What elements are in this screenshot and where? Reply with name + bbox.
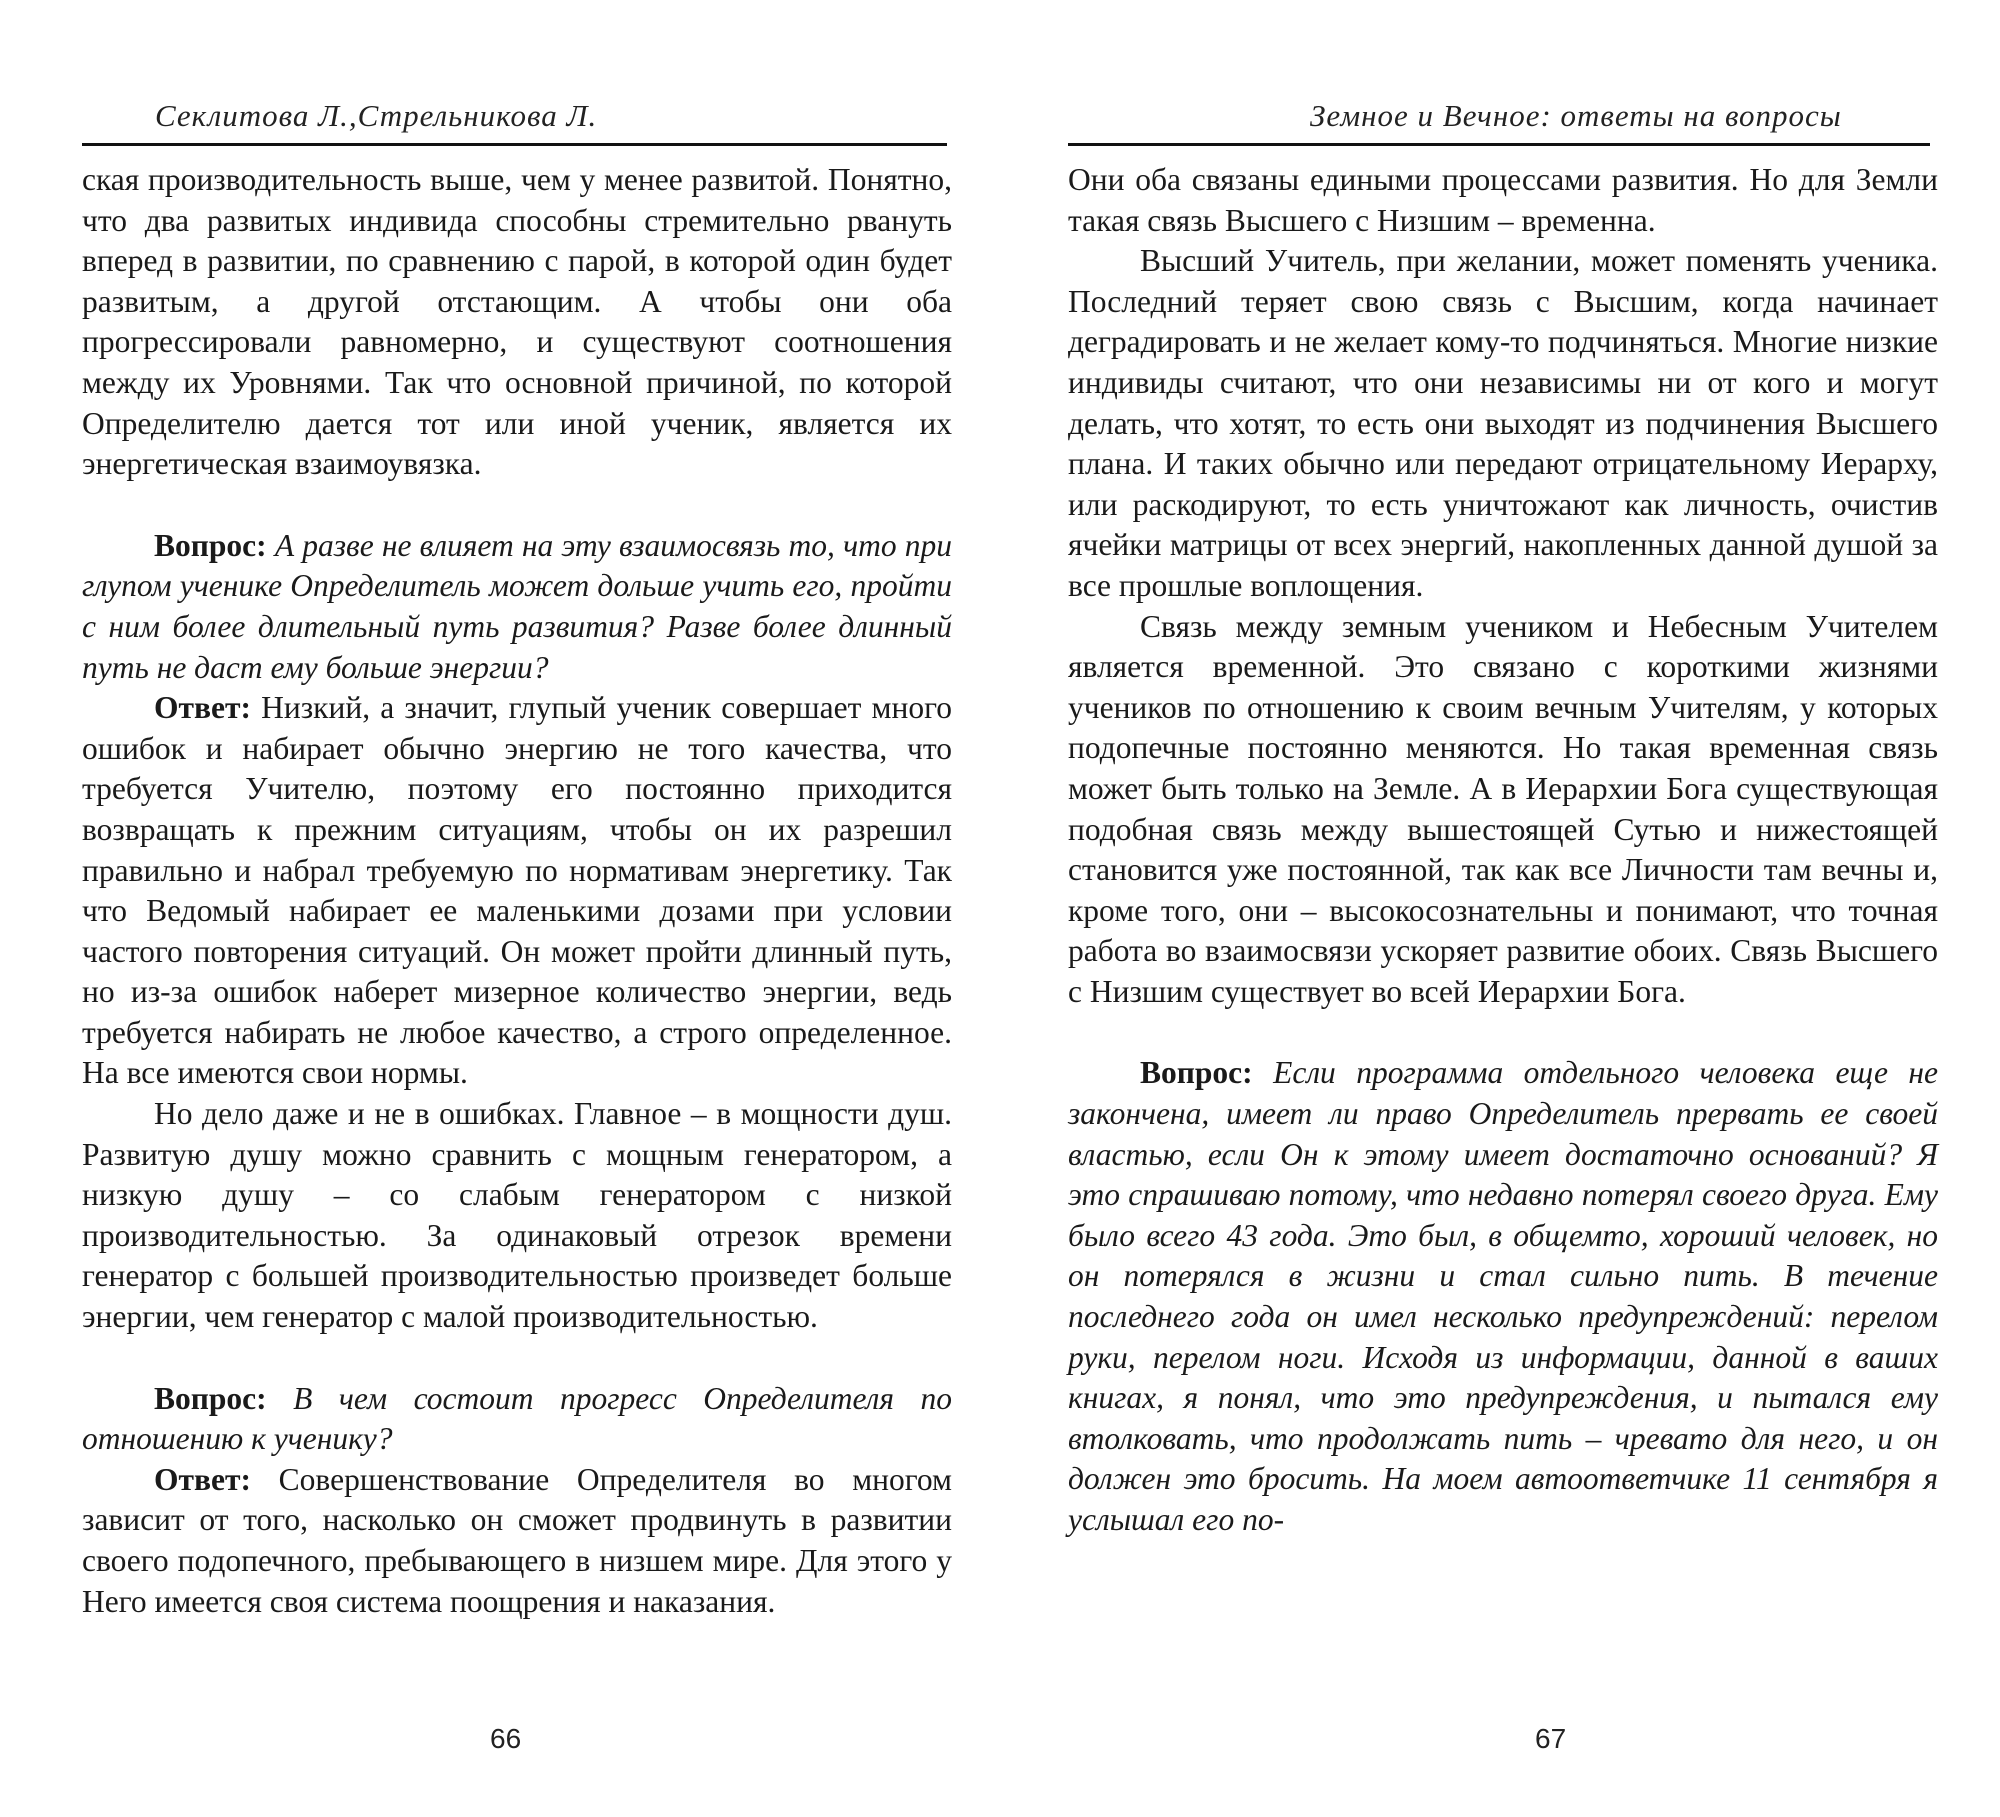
answer-label: Ответ: (154, 690, 251, 726)
paragraph: Но дело даже и не в ошибках. Главное – в мощности душ. Развитую душу можно сравнить с мощным генератором, а низкую душу – со слабым генератором с низкой производительностью. За одинаковый отрезок времени генератор с большей производительностью произведет больше энергии, чем генератор с малой производительностью. (82, 1096, 952, 1335)
header-rule-right (1068, 143, 1930, 146)
question-text: Если программа отдельного человека еще не закончена, имеет ли право Определитель прервать ее своей властью, если Он к этому имеет достаточно оснований? Я это спрашиваю потому, что недавно потерял своего друга. Ему было всего 43 года. Это был, в общемто, хороший человек, но он потерялся в жизни и стал сильно пить. В течение последнего года он имел несколько предупреждений: перелом руки, перелом ноги. Исходя из информации, данной в ваших книгах, я понял, что это предупреждения, и пытался ему втолковать, что продолжать пить – чревато для него, и он должен это бросить. На моем автоответчике 11 сентября я услышал его по- (1068, 1055, 1939, 1537)
paragraph: Высший Учитель, при желании, может поменять ученика. Последний теряет свою связь с Высшим, когда начинает деградировать и не желает кому-то подчиняться. Многие низкие индивиды считают, что они независимы ни от кого и могут делать, что хотят, то есть они выходят из подчинения Высшего плана. И таких обычно или передают отрицательному Иерарху, или раскодируют, то есть уничтожают как личность, очистив ячейки матрицы от всех энергий, накопленных данной душой за все прошлые воплощения. (1068, 243, 1938, 603)
paragraph: Они оба связаны едиными процессами развития. Но для Земли такая связь Высшего с Низшим – временна. (1068, 162, 1938, 238)
page-number-right: 67 (1535, 1723, 1567, 1754)
answer-label: Ответ: (154, 1461, 251, 1497)
answer-text: Низкий, а значит, глупый ученик совершает много ошибок и набирает обычно энергию не того качества, что требуется Учителю, поэтому его постоянно приходится возвращать к прежним ситуациям, чтобы он их разрешил правильно и набрал требуемую по нормативам энергетику. Так что Ведомый набирает ее маленькими дозами при условии частого повторения ситуаций. Он может пройти длинный путь, но из-за ошибок наберет мизерное количество энергии, ведь требуется набирать не любое качество, а строго определенное. На все имеются свои нормы. (82, 690, 952, 1091)
answer-text: Совершенствование Определителя во многом зависит от того, насколько он сможет продвинуть в развитии своего подопечного, пребывающего в низшем мире. Для этого у Него имеется своя система поощрения и наказания. (82, 1461, 952, 1619)
left-page-body (82, 160, 952, 1622)
question-text: А разве не влияет на эту взаимосвязь то, что при глупом ученике Определитель может дольше учить его, пройти с ним более длительный путь развития? Разве более длинный путь не даст ему больше энергии? (82, 527, 953, 685)
header-rule-left (82, 143, 947, 146)
right-page (1000, 0, 2000, 1817)
running-head-right: Земное и Вечное: ответы на вопросы (1310, 98, 1842, 133)
question (82, 526, 952, 688)
question-label: Вопрос: (154, 527, 267, 563)
question (82, 1379, 952, 1460)
question (1068, 1053, 1938, 1540)
answer (82, 1460, 952, 1622)
running-head-left: Секлитова Л.,Стрельникова Л. (155, 98, 598, 133)
right-page-body (1068, 160, 1938, 1541)
paragraph: Связь между земным учеником и Небесным Учителем является временной. Это связано с короткими жизнями учеников по отношению к своим вечным Учителям, у которых подопечные постоянно меняются. Но такая временная связь может быть только на Земле. А в Иерархии Бога существующая подобная связь между вышестоящей Сутью и нижестоящей становится уже постоянной, так как все Личности там вечны и, кроме того, они – высокосознательны и понимают, что точная работа во взаимосвязи ускоряет развитие обоих. Связь Высшего с Низшим существует во всей Иерархии Бога. (1068, 608, 1938, 1009)
question-text: В чем состоит прогресс Определителя по отношению к ученику? (82, 1380, 952, 1457)
page-number-left: 66 (490, 1723, 522, 1754)
question-label: Вопрос: (1140, 1055, 1253, 1091)
question-label: Вопрос: (154, 1380, 267, 1416)
answer (82, 688, 952, 1094)
paragraph: ская производительность выше, чем у менее развитой. Понятно, что два развитых индивида способны стремительно рвануть вперед в развитии, по сравнению с парой, в которой один будет развитым, а другой отстающим. А чтобы они оба прогрессировали равномерно, и существуют соотношения между их Уровнями. Так что основной причиной, по которой Определителю дается тот или иной ученик, является их энергетическая взаимоувязка. (82, 162, 952, 482)
